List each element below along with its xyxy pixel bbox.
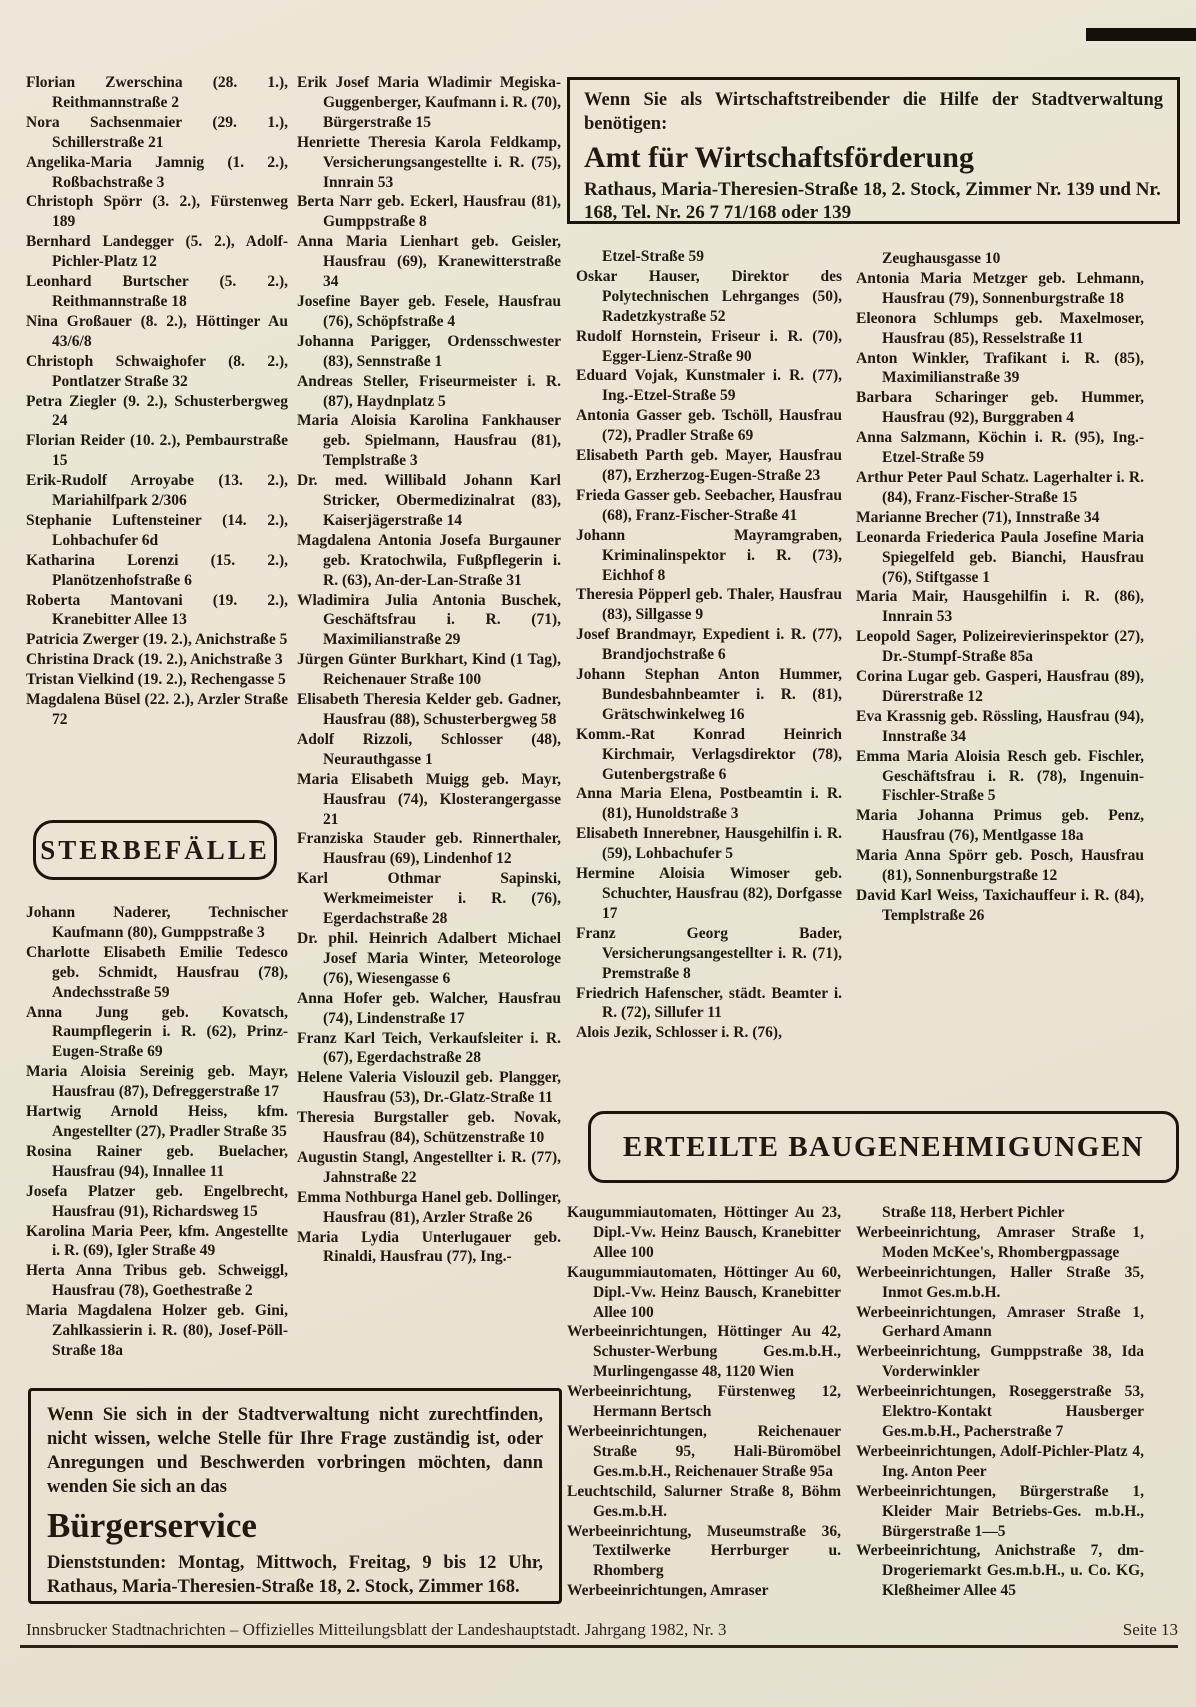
list-item: Frieda Gasser geb. Seebacher, Hausfrau (68), Franz-Fischer-Straße 41 xyxy=(576,486,842,524)
list-item: Andreas Steller, Friseurmeister i. R. (87), Haydnplatz 5 xyxy=(297,372,561,410)
list-item: Maria Aloisia Karolina Fankhauser geb. Spielmann, Hausfrau (81), Templstraße 3 xyxy=(297,412,561,470)
list-item: Petra Ziegler (9. 2.), Schusterbergweg 24 xyxy=(26,392,288,430)
list-item: Tristan Vielkind (19. 2.), Rechengasse 5 xyxy=(26,671,286,689)
list-item: Anna Salzmann, Köchin i. R. (95), Ing.-Etzel-Straße 59 xyxy=(856,429,1144,467)
list-item: Werbeeinrichtungen, Amraser Straße 1, Gerhard Amann xyxy=(856,1303,1144,1341)
list-item: Franz Georg Bader, Versicherungsangestellter i. R. (71), Premstraße 8 xyxy=(576,924,842,982)
list-item: Leonarda Friederica Paula Josefine Maria Spiegelfeld geb. Bianchi, Hausfrau (76), Stiftgasse 1 xyxy=(856,528,1144,586)
list-item: Eva Krassnig geb. Rössling, Hausfrau (94), Innstraße 34 xyxy=(856,707,1144,745)
list-item: Magdalena Antonia Josefa Burgauner geb. Kratochwila, Fußpflegerin i. R. (63), An-der-Lan-Straße 31 xyxy=(297,531,561,589)
buergerservice-title: Bürgerservice xyxy=(47,1506,257,1545)
list-item: Anna Jung geb. Kovatsch, Raumpflegerin i. R. (62), Prinz-Eugen-Straße 69 xyxy=(26,1003,288,1061)
list-item: Christoph Schwaighofer (8. 2.), Pontlatzer Straße 32 xyxy=(26,352,288,390)
list-item: Maria Lydia Unterlugauer geb. Rinaldi, Hausfrau (77), Ing.- xyxy=(297,1228,561,1266)
list-item: Charlotte Elisabeth Emilie Tedesco geb. Schmidt, Hausfrau (78), Andechsstraße 59 xyxy=(26,943,288,1001)
deaths-list-col1 xyxy=(26,903,288,1361)
births-list xyxy=(26,73,288,730)
list-item: Leuchtschild, Salurner Straße 8, Böhm Ges.m.b.H. xyxy=(567,1482,841,1520)
list-item: Straße 118, Herbert Pichler xyxy=(882,1204,1065,1221)
list-item: Johann Stephan Anton Hummer, Bundesbahnbeamter i. R. (81), Grätschwinkelweg 16 xyxy=(576,666,842,723)
list-item: Emma Nothburga Hanel geb. Dollinger, Hausfrau (81), Arzler Straße 26 xyxy=(297,1188,561,1226)
list-item: Werbeeinrichtung, Anichstraße 7, dm-Drogeriemarkt Ges.m.b.H., u. Co. KG, Kleßheimer Allee 45 xyxy=(856,1542,1144,1600)
list-item: Theresia Burgstaller geb. Novak, Hausfrau (84), Schützenstraße 10 xyxy=(297,1109,561,1147)
list-item: Alois Jezik, Schlosser i. R. (76), xyxy=(576,1024,782,1042)
list-item: Christoph Spörr (3. 2.), Fürstenweg 189 xyxy=(26,193,288,231)
deaths-list-col2 xyxy=(297,73,561,1267)
list-item: Roberta Mantovani (19. 2.), Kranebitter Allee 13 xyxy=(26,591,288,629)
list-item: Angelika-Maria Jamnig (1. 2.), Roßbachstraße 3 xyxy=(26,153,288,191)
list-item: Erik-Rudolf Arroyabe (13. 2.), Mariahilfpark 2/306 xyxy=(26,472,288,510)
list-item: Theresia Pöpperl geb. Thaler, Hausfrau (83), Sillgasse 9 xyxy=(576,586,842,624)
list-item: Nora Sachsenmaier (29. 1.), Schillerstraße 21 xyxy=(26,113,288,151)
list-item: Josefa Platzer geb. Engelbrecht, Hausfrau (91), Richardsweg 15 xyxy=(26,1182,288,1220)
list-item: Leopold Sager, Polizeirevierinspektor (27), Dr.-Stumpf-Straße 85a xyxy=(856,628,1144,666)
list-item: Emma Maria Aloisia Resch geb. Fischler, Geschäftsfrau i. R. (78), Ingenuin-Fischler-Straße 5 xyxy=(856,747,1144,805)
list-item: Anton Winkler, Trafikant i. R. (85), Maximilianstraße 39 xyxy=(856,349,1144,387)
list-item: Marianne Brecher (71), Innstraße 34 xyxy=(856,508,1100,526)
list-item: Werbeeinrichtungen, Adolf-Pichler-Platz 4, Ing. Anton Peer xyxy=(856,1442,1144,1480)
list-item: Maria Elisabeth Muigg geb. Mayr, Hausfrau (74), Klosterangergasse 21 xyxy=(297,770,561,828)
list-item: Rudolf Hornstein, Friseur i. R. (70), Egger-Lienz-Straße 90 xyxy=(576,327,842,365)
list-item: Arthur Peter Paul Schatz. Lagerhalter i. R. (84), Franz-Fischer-Straße 15 xyxy=(856,468,1144,506)
list-item: Erik Josef Maria Wladimir Megiska-Guggenberger, Kaufmann i. R. (70), Bürgerstraße 15 xyxy=(297,74,561,131)
list-item: Johann Naderer, Technischer Kaufmann (80), Gumppstraße 3 xyxy=(26,904,288,941)
list-item: Dr. phil. Heinrich Adalbert Michael Josef Maria Winter, Meteorologe (76), Wiesengasse 6 xyxy=(297,929,561,987)
list-item: Hermine Aloisia Wimoser geb. Schuchter, Hausfrau (82), Dorfgasse 17 xyxy=(576,865,842,922)
wirtschaftsfoerderung-box xyxy=(567,77,1180,224)
list-item: Karolina Maria Peer, kfm. Angestellte i. R. (69), Igler Straße 49 xyxy=(26,1222,288,1260)
list-item: Zeughausgasse 10 xyxy=(882,250,1001,267)
list-item: Henriette Theresia Karola Feldkamp, Versicherungsangestellte i. R. (75), Innrain 53 xyxy=(297,133,561,191)
list-item: Eleonora Schlumps geb. Maxelmoser, Hausfrau (85), Resselstraße 11 xyxy=(856,309,1144,347)
buergerservice-intro: Wenn Sie sich in der Stadtverwaltung nicht zurechtfinden, nicht wissen, welche Stelle für Ihre Frage zuständig ist, oder Anregungen und Beschwerden vorbringen möchten, dann wenden Sie sich an das xyxy=(47,1405,543,1497)
list-item: Barbara Scharinger geb. Hummer, Hausfrau (92), Burggraben 4 xyxy=(856,389,1144,427)
list-item: Werbeeinrichtung, Museumstraße 36, Textilwerke Herrburger u. Rhomberg xyxy=(567,1522,841,1580)
deaths-list-col3 xyxy=(576,247,842,1043)
wirtschaftsfoerderung-title: Amt für Wirtschaftsförderung xyxy=(584,141,974,174)
footer-page-number: Seite 13 xyxy=(1122,1620,1178,1639)
list-item: Rosina Rainer geb. Buelacher, Hausfrau (94), Innallee 11 xyxy=(26,1142,288,1180)
list-item: Bernhard Landegger (5. 2.), Adolf-Pichler-Platz 12 xyxy=(26,233,288,271)
list-item: Anna Maria Lienhart geb. Geisler, Hausfrau (69), Kranewitterstraße 34 xyxy=(297,233,561,291)
building-permits-heading: ERTEILTE BAUGENEHMIGUNGEN xyxy=(622,1130,1145,1163)
list-item: Etzel-Straße 59 xyxy=(602,248,705,265)
list-item: Josef Brandmayr, Expedient i. R. (77), Brandjochstraße 6 xyxy=(576,626,842,664)
list-item: Friedrich Hafenscher, städt. Beamter i. R. (72), Sillufer 11 xyxy=(576,984,842,1022)
list-item: Florian Zwerschina (28. 1.), Reithmannstraße 2 xyxy=(26,74,288,111)
list-item: Franz Karl Teich, Verkaufsleiter i. R. (67), Egerdachstraße 28 xyxy=(297,1029,561,1067)
list-item: Helene Valeria Vislouzil geb. Plangger, Hausfrau (53), Dr.-Glatz-Straße 11 xyxy=(297,1069,561,1107)
list-item: Maria Johanna Primus geb. Penz, Hausfrau (76), Mentlgasse 18a xyxy=(856,807,1144,845)
list-item: Maria Anna Spörr geb. Posch, Hausfrau (81), Sonnenburgstraße 12 xyxy=(856,847,1144,885)
building-permits-heading-box xyxy=(588,1111,1179,1183)
list-item: David Karl Weiss, Taxichauffeur i. R. (84), Templstraße 26 xyxy=(856,887,1144,924)
list-item: Augustin Stangl, Angestellter i. R. (77), Jahnstraße 22 xyxy=(297,1148,561,1186)
list-item: Hartwig Arnold Heiss, kfm. Angestellter (27), Pradler Straße 35 xyxy=(26,1103,288,1140)
list-item: Werbeeinrichtungen, Höttinger Au 42, Schuster-Werbung Ges.m.b.H., Murlingengasse 48, 1120 Wien xyxy=(567,1323,841,1381)
footer-rule xyxy=(20,1645,1178,1648)
list-item: Stephanie Luftensteiner (14. 2.), Lohbachufer 6d xyxy=(26,511,288,549)
wirtschaftsfoerderung-intro: Wenn Sie als Wirtschaftstreibender die Hilfe der Stadtverwaltung benötigen: xyxy=(584,90,1163,134)
building-permits-list-col2 xyxy=(856,1203,1144,1601)
list-item: Elisabeth Innerebner, Hausgehilfin i. R. (59), Lohbachufer 5 xyxy=(576,825,842,863)
list-item: Kaugummiautomaten, Höttinger Au 23, Dipl.-Vw. Heinz Bausch, Kranebitter Allee 100 xyxy=(567,1204,841,1261)
list-item: Patricia Zwerger (19. 2.), Anichstraße 5 xyxy=(26,631,288,649)
list-item: Maria Magdalena Holzer geb. Gini, Zahlkassierin i. R. (80), Josef-Pöll-Straße 18a xyxy=(26,1302,288,1359)
list-item: Antonia Gasser geb. Tschöll, Hausfrau (72), Pradler Straße 69 xyxy=(576,407,842,445)
deaths-list-col4 xyxy=(856,249,1144,926)
list-item: Werbeeinrichtungen, Roseggerstraße 53, Elektro-Kontakt Hausberger Ges.m.b.H., Pacherstraße 7 xyxy=(856,1383,1144,1440)
deaths-heading: STERBEFÄLLE xyxy=(40,834,270,865)
list-item: Kaugummiautomaten, Höttinger Au 60, Dipl.-Vw. Heinz Bausch, Kranebitter Allee 100 xyxy=(567,1263,841,1321)
list-item: Elisabeth Parth geb. Mayer, Hausfrau (87), Erzherzog-Eugen-Straße 23 xyxy=(576,447,842,484)
list-item: Maria Aloisia Sereinig geb. Mayr, Hausfrau (87), Defreggerstraße 17 xyxy=(26,1063,288,1101)
list-item: Herta Anna Tribus geb. Schweiggl, Hausfrau (78), Goethestraße 2 xyxy=(26,1262,288,1300)
buergerservice-details: Dienststunden: Montag, Mittwoch, Freitag, 9 bis 12 Uhr, Rathaus, Maria-Theresien-Straße 18, 2. Stock, Zimmer 168. xyxy=(47,1553,543,1597)
footer-publication-line: Innsbrucker Stadtnachrichten – Offizielles Mitteilungsblatt der Landeshauptstadt. Jahrgang 1982, Nr. 3 xyxy=(26,1620,727,1639)
list-item: Josefine Bayer geb. Fesele, Hausfrau (76), Schöpfstraße 4 xyxy=(297,292,561,330)
list-item: Wladimira Julia Antonia Buschek, Geschäftsfrau i. R. (71), Maximilianstraße 29 xyxy=(297,591,561,649)
list-item: Elisabeth Theresia Kelder geb. Gadner, Hausfrau (88), Schusterbergweg 58 xyxy=(297,691,561,728)
list-item: Werbeeinrichtung, Amraser Straße 1, Moden McKee's, Rhombergpassage xyxy=(856,1223,1144,1261)
wirtschaftsfoerderung-details: Rathaus, Maria-Theresien-Straße 18, 2. Stock, Zimmer Nr. 139 und Nr. 168, Tel. Nr. 26 7 71/168 oder 139 xyxy=(584,179,1161,223)
list-item: Christina Drack (19. 2.), Anichstraße 3 xyxy=(26,651,283,669)
list-item: Johanna Parigger, Ordensschwester (83), Sennstraße 1 xyxy=(297,332,561,370)
list-item: Corina Lugar geb. Gasperi, Hausfrau (89), Dürerstraße 12 xyxy=(856,668,1144,705)
list-item: Eduard Vojak, Kunstmaler i. R. (77), Ing.-Etzel-Straße 59 xyxy=(576,367,842,405)
corner-ink-bar xyxy=(1086,28,1196,41)
list-item: Anna Hofer geb. Walcher, Hausfrau (74), Lindenstraße 17 xyxy=(297,989,561,1027)
list-item: Werbeeinrichtungen, Haller Straße 35, Inmot Ges.m.b.H. xyxy=(856,1263,1144,1301)
list-item: Komm.-Rat Konrad Heinrich Kirchmair, Verlagsdirektor (78), Gutenbergstraße 6 xyxy=(576,725,842,783)
list-item: Werbeeinrichtungen, Bürgerstraße 1, Kleider Mair Betriebs-Ges. m.b.H., Bürgerstraße 1—5 xyxy=(856,1482,1144,1540)
list-item: Werbeeinrichtungen, Reichenauer Straße 95, Hali-Büromöbel Ges.m.b.H., Reichenauer Straße 95a xyxy=(567,1422,841,1480)
list-item: Adolf Rizzoli, Schlosser (48), Neurauthgasse 1 xyxy=(297,730,561,768)
list-item: Magdalena Büsel (22. 2.), Arzler Straße 72 xyxy=(26,691,288,728)
list-item: Maria Mair, Hausgehilfin i. R. (86), Innrain 53 xyxy=(856,588,1144,626)
list-item: Werbeeinrichtungen, Amraser xyxy=(567,1582,769,1600)
list-item: Jürgen Günter Burkhart, Kind (1 Tag), Reichenauer Straße 100 xyxy=(297,651,561,689)
page-footer xyxy=(26,1620,1178,1640)
list-item: Berta Narr geb. Eckerl, Hausfrau (81), Gumppstraße 8 xyxy=(297,193,561,231)
deaths-heading-box xyxy=(33,820,277,880)
list-item: Karl Othmar Sapinski, Werkmeimeister i. R. (76), Egerdachstraße 28 xyxy=(297,870,561,928)
list-item: Johann Mayramgraben, Kriminalinspektor i. R. (73), Eichhof 8 xyxy=(576,526,842,584)
list-item: Florian Reider (10. 2.), Pembaurstraße 15 xyxy=(26,432,288,470)
list-item: Dr. med. Willibald Johann Karl Stricker, Obermedizinalrat (83), Kaiserjägerstraße 14 xyxy=(297,472,561,529)
buergerservice-box xyxy=(28,1388,562,1604)
list-item: Franziska Stauder geb. Rinnerthaler, Hausfrau (69), Lindenhof 12 xyxy=(297,830,561,868)
list-item: Werbeeinrichtung, Fürstenweg 12, Hermann Bertsch xyxy=(567,1383,841,1421)
list-item: Katharina Lorenzi (15. 2.), Planötzenhofstraße 6 xyxy=(26,551,288,589)
list-item: Anna Maria Elena, Postbeamtin i. R. (81), Hunoldstraße 3 xyxy=(576,785,842,823)
list-item: Werbeeinrichtung, Gumppstraße 38, Ida Vorderwinkler xyxy=(856,1343,1144,1381)
building-permits-list-col1 xyxy=(567,1203,841,1601)
list-item: Nina Großauer (8. 2.), Höttinger Au 43/6/8 xyxy=(26,312,288,350)
list-item: Antonia Maria Metzger geb. Lehmann, Hausfrau (79), Sonnenburgstraße 18 xyxy=(856,269,1144,307)
list-item: Leonhard Burtscher (5. 2.), Reithmannstraße 18 xyxy=(26,273,288,310)
list-item: Oskar Hauser, Direktor des Polytechnischen Lehrganges (50), Radetzkystraße 52 xyxy=(576,267,842,325)
